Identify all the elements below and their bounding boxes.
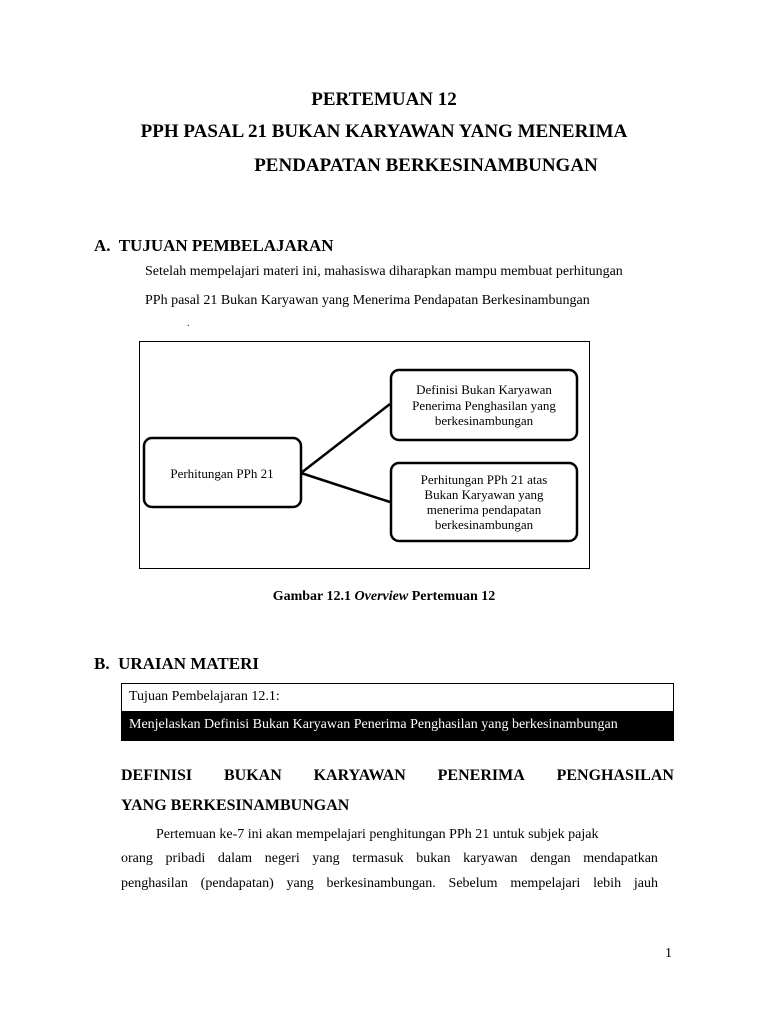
body-line-2 (121, 851, 658, 867)
body-word: negeri (264, 851, 300, 866)
body-word: (pendapatan) (200, 876, 274, 891)
body-word: mendapatkan (583, 851, 658, 866)
body-word: dalam (217, 851, 253, 866)
body-word: pribadi (165, 851, 206, 866)
section-a-paragraph-line-1: Setelah mempelajari materi ini, mahasiswa diharapkan mampu membuat perhitungan (145, 264, 623, 279)
page-title-line-1: PERTEMUAN 12 (311, 89, 457, 110)
body-word: mempelajari (510, 876, 581, 891)
body-line-3 (121, 876, 658, 892)
overview-diagram (139, 341, 590, 569)
body-line-1: Pertemuan ke-7 ini akan mempelajari penghitungan PPh 21 untuk subjek pajak (156, 827, 599, 842)
branch-2-line-4: berkesinambungan (434, 517, 534, 532)
section-a-paragraph-line-2: PPh pasal 21 Bukan Karyawan yang Menerima Pendapatan Berkesinambungan (145, 293, 590, 308)
branch-2-line-1: Perhitungan PPh 21 atas (420, 472, 548, 487)
body-word: berkesinambungan. (326, 876, 436, 891)
branch-2-line-3: menerima pendapatan (426, 502, 542, 517)
body-word: termasuk (352, 851, 404, 866)
definition-heading-line-1 (121, 767, 674, 785)
def-word: DEFINISI (121, 767, 193, 784)
objective-label: Tujuan Pembelajaran 12.1: (129, 689, 280, 704)
caption-prefix: Gambar 12.1 (272, 589, 355, 604)
body-word: karyawan (463, 851, 518, 866)
def-word: KARYAWAN (313, 767, 406, 784)
body-word: jauh (633, 876, 658, 891)
body-word: penghasilan (121, 876, 188, 891)
caption-suffix: Pertemuan 12 (408, 589, 496, 604)
body-word: dengan (530, 851, 571, 866)
def-word: PENGHASILAN (556, 767, 674, 784)
connector-upper (301, 404, 390, 473)
branch-1-line-2: Penerima Penghasilan yang (412, 398, 556, 413)
page-number: 1 (665, 946, 672, 961)
body-word: yang (286, 876, 314, 891)
body-word: lebih (593, 876, 622, 891)
section-a-heading: A. TUJUAN PEMBELAJARAN (94, 236, 334, 255)
connector-lower (301, 473, 390, 502)
caption-italic: Overview (354, 589, 409, 604)
body-word: yang (312, 851, 340, 866)
definition-heading-line-2: YANG BERKESINAMBUNGAN (121, 797, 350, 814)
diagram-svg (140, 342, 589, 568)
branch-2-line-2: Bukan Karyawan yang (424, 487, 544, 502)
figure-caption (0, 589, 768, 605)
page-title-line-3: PENDAPATAN BERKESINAMBUNGAN (254, 155, 598, 176)
body-word: bukan (416, 851, 451, 866)
def-word: PENERIMA (437, 767, 525, 784)
def-word: BUKAN (223, 767, 282, 784)
branch-1-line-1: Definisi Bukan Karyawan (416, 382, 552, 397)
page-title-line-2: PPH PASAL 21 BUKAN KARYAWAN YANG MENERIMA (140, 121, 628, 142)
body-word: orang (121, 851, 153, 866)
branch-1-line-3: berkesinambungan (434, 413, 534, 428)
objective-text: Menjelaskan Definisi Bukan Karyawan Penerima Penghasilan yang berkesinambungan (122, 711, 673, 740)
root-node-label: Perhitungan PPh 21 (170, 466, 274, 481)
body-word: Sebelum (448, 876, 498, 891)
learning-objective-box (121, 683, 674, 741)
section-b-heading: B. URAIAN MATERI (94, 654, 259, 673)
stray-dot: . (187, 318, 190, 329)
